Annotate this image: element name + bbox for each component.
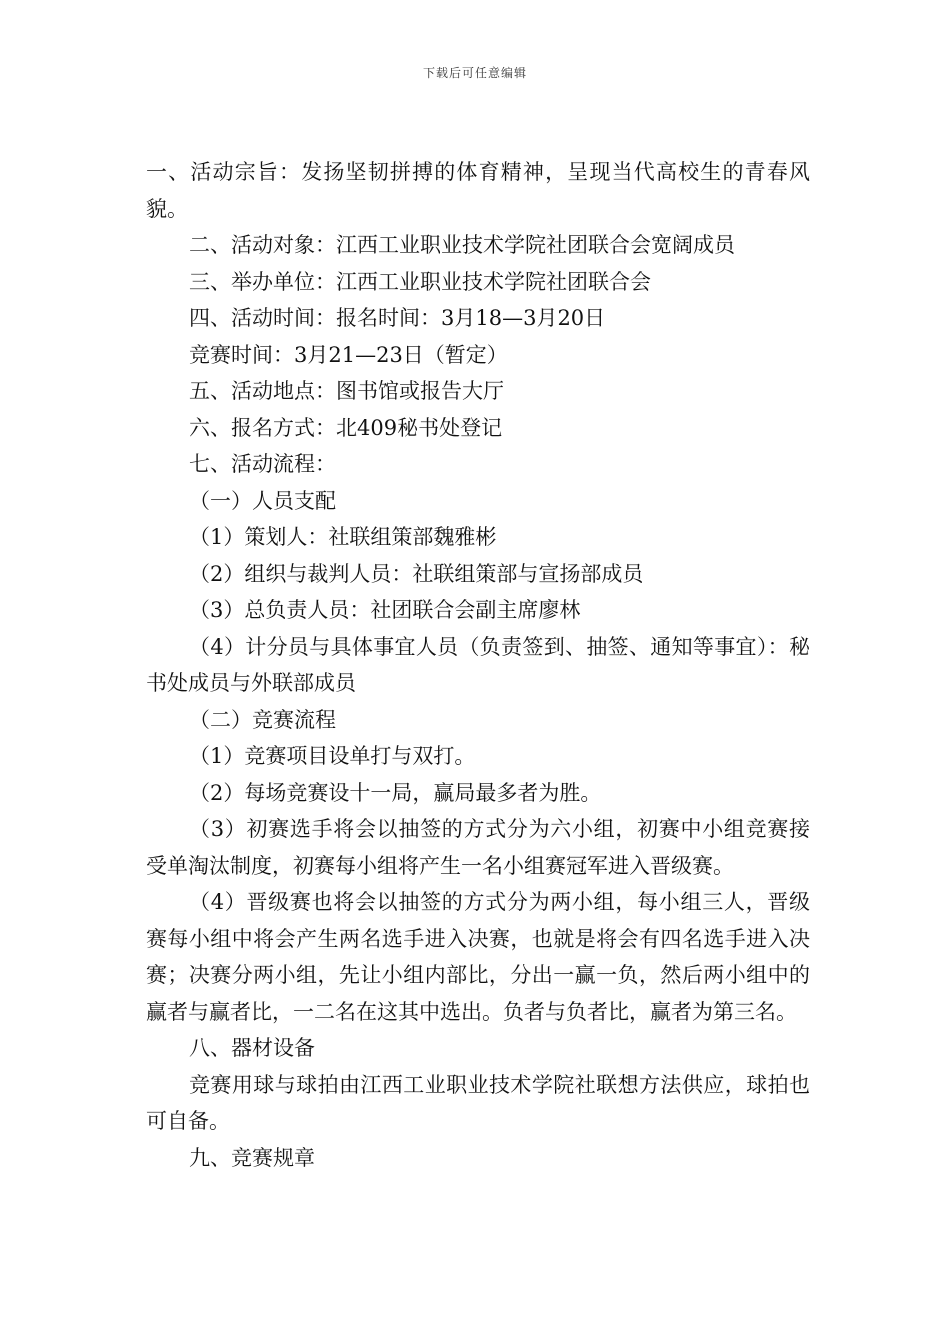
- paragraph-referees: （2）组织与裁判人员：社联组策部与宣扬部成员: [189, 561, 644, 586]
- paragraph-competition-heading: （二）竞赛流程: [189, 707, 336, 732]
- paragraph-equipment: 竞赛用球与球拍由江西工业职业技术学院社联想方法供应，球拍也可自备。: [146, 1072, 810, 1133]
- paragraph-process-heading: 七、活动流程：: [189, 452, 336, 476]
- paragraph-games: （2）每场竞赛设十一局，赢局最多者为胜。: [189, 780, 602, 805]
- paragraph-equipment-heading: 八、器材设备: [189, 1036, 315, 1060]
- paragraph-staffing-heading: （一）人员支配: [189, 488, 336, 513]
- paragraph-registration-method: 六、报名方式：北409秘书处登记: [189, 415, 503, 440]
- paragraph-purpose: 一、活动宗旨：发扬坚韧拼搏的体育精神，呈现当代高校生的青春风貌。: [146, 160, 810, 221]
- paragraph-rules-heading: 九、竞赛规章: [189, 1145, 315, 1170]
- paragraph-events: （1）竞赛项目设单打与双打。: [189, 744, 476, 768]
- paragraph-registration-time: 四、活动时间：报名时间：3月18—3月20日: [189, 306, 606, 330]
- paragraph-target: 二、活动对象：江西工业职业技术学院社团联合会宽阔成员: [189, 233, 735, 257]
- paragraph-competition-time: 竞赛时间：3月21—23日（暂定）: [189, 342, 508, 367]
- paragraph-preliminary: （3）初赛选手将会以抽签的方式分为六小组，初赛中小组竞赛接受单淘汰制度，初赛每小组将产生一名小组赛冠军进入晋级赛。: [146, 817, 810, 878]
- paragraph-advancement: （4）晋级赛也将会以抽签的方式分为两小组，每小组三人，晋级赛每小组中将会产生两名选手进入决赛，也就是将会有四名选手进入决赛；决赛分两小组，先让小组内部比，分出一赢一负，然后两小组中的赢者与赢者比，一二名在这其中选出。负者与负者比，赢者为第三名。: [146, 890, 810, 1024]
- paragraph-organizer: 三、举办单位：江西工业职业技术学院社团联合会: [189, 269, 651, 294]
- paragraph-planner: （1）策划人：社联组策部魏雅彬: [189, 525, 497, 549]
- document-body: [146, 154, 810, 1176]
- page-header: 下载后可任意编辑: [422, 66, 527, 80]
- paragraph-venue: 五、活动地点：图书馆或报告大厅: [189, 379, 504, 403]
- paragraph-scorers: （4）计分员与具体事宜人员（负责签到、抽签、通知等事宜）：秘书处成员与外联部成员: [146, 634, 810, 695]
- paragraph-director: （3）总负责人员：社团联合会副主席廖林: [189, 598, 581, 622]
